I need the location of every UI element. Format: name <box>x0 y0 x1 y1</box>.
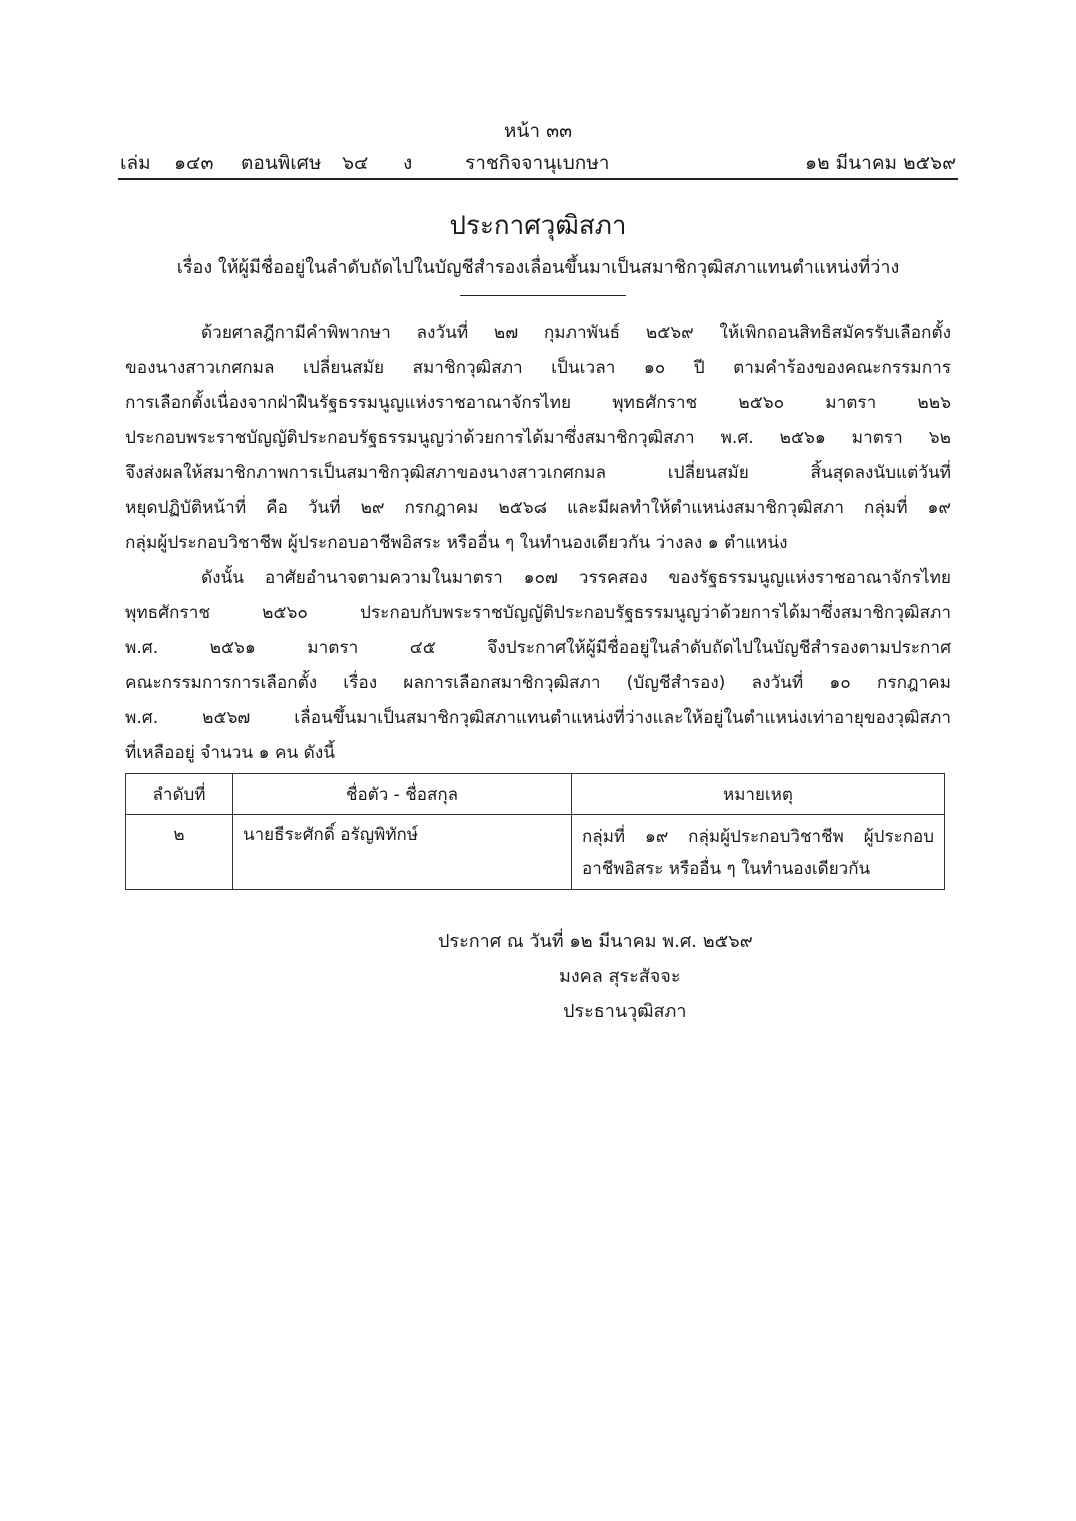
table-row <box>126 815 945 890</box>
gazette-date: ๑๒ มีนาคม ๒๕๖๙ <box>805 152 956 174</box>
body-line: พ.ศ. ๒๕๖๑ มาตรา ๔๕ จึงประกาศให้ผู้มีชื่ออยู่ในลำดับถัดไปในบัญชีสำรองตามประกาศ <box>125 638 951 658</box>
body-line: จึงส่งผลให้สมาชิกภาพการเป็นสมาชิกวุฒิสภาของนางสาวเกศกมล เปลี่ยนสมัย สิ้นสุดลงนับแต่วันที่ <box>125 463 951 483</box>
cell-order: ๒ <box>126 815 233 890</box>
body-line: พุทธศักราช ๒๕๖๐ ประกอบกับพระราชบัญญัติประกอบรัฐธรรมนูญว่าด้วยการได้มาซึ่งสมาชิกวุฒิสภา <box>125 603 951 623</box>
announcement-body <box>125 316 951 771</box>
cell-name: นายธีระศักดิ์ อรัญพิทักษ์ <box>233 815 572 890</box>
announcement-title: ประกาศวุฒิสภา <box>449 211 627 241</box>
section-suffix: ง <box>403 152 413 174</box>
body-line: กลุ่มผู้ประกอบวิชาชีพ ผู้ประกอบอาชีพอิสระ หรืออื่น ๆ ในทำนองเดียวกัน ว่างลง ๑ ตำแหน่ง <box>125 533 788 553</box>
body-line: ดังนั้น อาศัยอำนาจตามความในมาตรา ๑๐๗ วรรคสอง ของรัฐธรรมนูญแห่งราชอาณาจักรไทย <box>201 568 951 588</box>
gazette-header <box>118 148 958 178</box>
body-line: การเลือกตั้งเนื่องจากฝ่าฝืนรัฐธรรมนูญแห่งราชอาณาจักรไทย พุทธศักราช ๒๕๖๐ มาตรา ๒๒๖ <box>125 393 951 413</box>
body-line: ที่เหลืออยู่ จำนวน ๑ คน ดังนี้ <box>125 743 335 763</box>
signatory-name: มงคล สุระสัจจะ <box>559 966 681 987</box>
announcement-date: ประกาศ ณ วันที่ ๑๒ มีนาคม พ.ศ. ๒๕๖๙ <box>438 931 753 952</box>
cell-note <box>572 815 945 890</box>
note-line: กลุ่มที่ ๑๙ กลุ่มผู้ประกอบวิชาชีพ ผู้ประกอบ <box>582 827 934 847</box>
signatory-position: ประธานวุฒิสภา <box>563 1001 687 1022</box>
note-line: อาชีพอิสระ หรืออื่น ๆ ในทำนองเดียวกัน <box>582 859 871 879</box>
column-header-order: ลำดับที่ <box>126 774 233 815</box>
column-header-name: ชื่อตัว - ชื่อสกุล <box>233 774 572 815</box>
section-label: ตอนพิเศษ <box>241 152 322 174</box>
body-line: ด้วยศาลฎีกามีคำพิพากษา ลงวันที่ ๒๗ กุมภาพันธ์ ๒๕๖๙ ให้เพิกถอนสิทธิสมัครรับเลือกตั้ง <box>201 323 951 343</box>
volume-label: เล่ม <box>120 152 151 174</box>
title-divider <box>460 295 626 296</box>
announcement-subject: เรื่อง ให้ผู้มีชื่ออยู่ในลำดับถัดไปในบัญชีสำรองเลื่อนขึ้นมาเป็นสมาชิกวุฒิสภาแทนตำแหน่งที่ว่าง <box>176 257 900 278</box>
body-line: ของนางสาวเกศกมล เปลี่ยนสมัย สมาชิกวุฒิสภา เป็นเวลา ๑๐ ปี ตามคำร้องของคณะกรรมการ <box>125 358 951 378</box>
header-rule <box>118 178 958 180</box>
body-line: หยุดปฏิบัติหน้าที่ คือ วันที่ ๒๙ กรกฎาคม ๒๕๖๘ และมีผลทำให้ตำแหน่งสมาชิกวุฒิสภา กลุ่มที่ ๑๙ <box>125 498 951 518</box>
gazette-name: ราชกิจจานุเบกษา <box>465 152 610 174</box>
appointee-table <box>125 773 945 890</box>
body-line: พ.ศ. ๒๕๖๗ เลื่อนขึ้นมาเป็นสมาชิกวุฒิสภาแทนตำแหน่งที่ว่างและให้อยู่ในตำแหน่งเท่าอายุของวุฒิสภา <box>125 708 951 728</box>
page-number: หน้า ๓๓ <box>503 120 573 142</box>
section-number: ๖๔ <box>342 152 369 174</box>
body-line: คณะกรรมการการเลือกตั้ง เรื่อง ผลการเลือกสมาชิกวุฒิสภา (บัญชีสำรอง) ลงวันที่ ๑๐ กรกฎาคม <box>125 673 951 693</box>
table-header-row <box>126 774 945 815</box>
volume-number: ๑๔๓ <box>174 152 214 174</box>
body-line: ประกอบพระราชบัญญัติประกอบรัฐธรรมนูญว่าด้วยการได้มาซึ่งสมาชิกวุฒิสภา พ.ศ. ๒๕๖๑ มาตรา ๖๒ <box>125 428 951 448</box>
column-header-note: หมายเหตุ <box>572 774 945 815</box>
